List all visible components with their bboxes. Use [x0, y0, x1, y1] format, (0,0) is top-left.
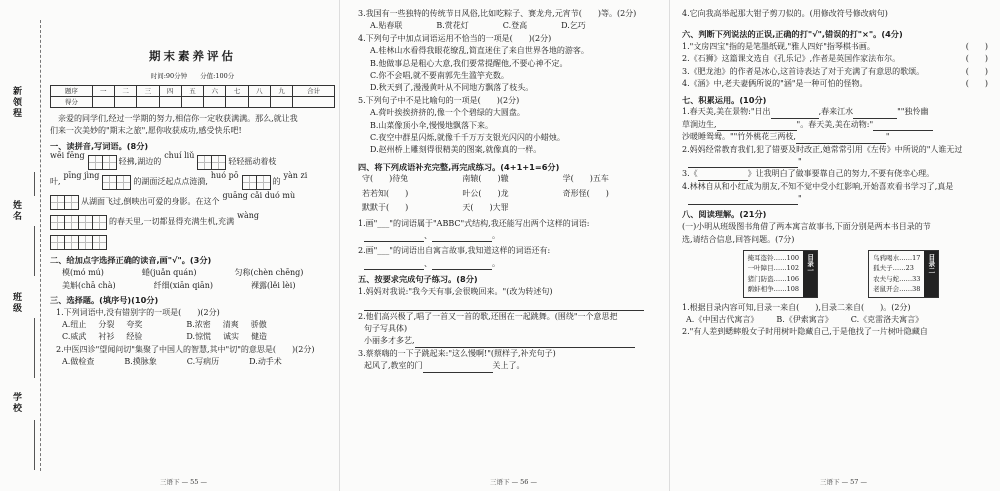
score-head-cell: 四: [159, 85, 181, 96]
q1-opt-c[interactable]: C.威武: [62, 332, 87, 342]
catalog-leader: ……: [899, 285, 913, 294]
q4-opt-b[interactable]: B.他做事总是粗心大意,我们要常提醒他,不要心神不定。: [370, 58, 568, 68]
answer-grid-guangcai[interactable]: [50, 215, 106, 230]
text-l2c: 的: [272, 177, 281, 187]
r1-opt-b[interactable]: B.《伊索寓言》: [776, 314, 833, 324]
name-line-2: [34, 226, 35, 276]
score-row-label: 得分: [51, 96, 93, 107]
idiom-item[interactable]: 默默于( ): [362, 203, 409, 213]
judge-2: [682, 53, 994, 65]
q1-opt-b-word: 清爽: [222, 320, 239, 330]
score-head-cell: 三: [137, 85, 159, 96]
q5-opt-b[interactable]: B.山菜像顶小伞,慢慢地飘落下来。: [370, 120, 493, 130]
answer-line[interactable]: [432, 262, 492, 270]
score-cell[interactable]: [248, 96, 270, 107]
catalog-entry-title: 一叶障目: [747, 264, 774, 273]
sec4-q2: 2.画"___"的词语出自寓言故事,我知道这样的词语还有:: [358, 246, 551, 256]
s1-answer-row: [358, 298, 663, 310]
f4-line-2: [682, 193, 994, 205]
section-3-title: 三、选择题。(填序号)(10分): [50, 294, 159, 305]
s3-prefix: 起风了,教室的门: [364, 361, 423, 371]
score-cell[interactable]: [226, 96, 248, 107]
answer-line[interactable]: [688, 160, 798, 168]
binding-top-label: 新领程: [11, 86, 21, 119]
page-footer-left: 三语下 — 55 —: [160, 478, 207, 486]
idiom-item[interactable]: 天( )大罪: [462, 203, 509, 213]
score-cell[interactable]: [271, 96, 293, 107]
pinyin-weifeng: wēi fēng: [50, 151, 85, 161]
idiom-item[interactable]: 学( )五车: [562, 174, 609, 184]
answer-grid-weifeng[interactable]: [88, 155, 116, 170]
s3-stem: 3.蔡蔡嗨的一下子跳起来:"这么慢啊!"(照样子,补充句子): [358, 348, 556, 358]
f1-line-1: [682, 106, 994, 118]
answer-line[interactable]: [364, 262, 424, 270]
f1-text: ,春来江水: [818, 107, 854, 117]
catalog-entry: [748, 284, 799, 294]
binding-class-label: 班级: [11, 292, 21, 314]
q3-opts: [358, 20, 663, 32]
s3-answer-row: [358, 360, 663, 372]
binding-school-label: 学校: [11, 392, 21, 414]
catalog-entry-page: 108: [786, 285, 799, 294]
sec2-item[interactable]: 裸露(lěi lèi): [250, 280, 296, 290]
judge-text: 2.《石狮》这篇课文选自《孔乐记》,作者是英国作家法布尔。: [682, 54, 901, 64]
q1-opt-b-word: 骄傲: [250, 320, 267, 330]
q2-opt-b[interactable]: B.摸脉象: [124, 357, 157, 367]
idiom-grid: [358, 173, 663, 214]
pinyin-chuiliu: chuí liǔ: [164, 151, 195, 161]
judge-answer-box[interactable]: ( ): [965, 54, 988, 64]
sec2-row-1: [50, 267, 335, 279]
section-6-title: 六、判断下列说法的正误,正确的打"√",错误的打"×"。(4分): [682, 29, 903, 40]
catalog-entry: [748, 274, 799, 284]
exam-title: 期末素养评估: [149, 49, 236, 63]
catalog-entry-page: 38: [912, 285, 921, 294]
q5-stem: 5.下列句子中不是比喻句的一项是( )(2分): [358, 95, 520, 105]
sec4-q2-blanks: 、 。: [358, 258, 663, 270]
q3-opt-a[interactable]: A.贴春联: [370, 21, 403, 31]
score-cell[interactable]: [114, 96, 136, 107]
catalog-leader: ……: [773, 285, 787, 294]
judge-3: [682, 66, 994, 78]
f1-line-2: [682, 119, 994, 131]
s1-stem: 1.妈妈对我说:"我今天有事,会很晚回来。"(改为转述句): [358, 286, 553, 296]
pinyin-yanzi: yàn zi: [283, 171, 308, 181]
q5-opt-d[interactable]: D.赵州桥上雕刻得很精美的图案,就像真的一样。: [370, 145, 542, 155]
score-head-row: [51, 85, 335, 96]
right-page: [670, 0, 1000, 491]
idiom-item[interactable]: 叶公( )龙: [462, 188, 509, 198]
catalog-two-list: [869, 251, 924, 297]
pinyin-line-3: [50, 192, 335, 212]
catalog-entry-page: 17: [912, 253, 921, 262]
catalog-entry-title: 老鼠开会: [873, 285, 900, 294]
catalog-entry: [873, 274, 920, 284]
s2-stem: 2.他们高兴极了,唱了一首又一首的歌,还围在一起跳舞。(围绕"一个意思把: [358, 311, 618, 321]
catalog-leader: ……: [773, 253, 787, 262]
answer-line[interactable]: [415, 340, 635, 348]
catalog-entry: [748, 253, 799, 263]
q4-opt-c[interactable]: C.你不会唱,就不要南郭先生滥竽充数。: [370, 70, 509, 80]
s2-stem-b: 句子写具体): [364, 324, 408, 333]
f2-line-2: [682, 156, 994, 168]
page-footer-middle: 三语下 — 56 —: [490, 478, 537, 486]
q1-opt-d-word: 诚实: [223, 332, 240, 342]
judge-answer-box[interactable]: ( ): [965, 79, 988, 89]
f1-text: ""独怜幽: [897, 107, 929, 117]
r1-stem: 1.根据目录内容可知,目录一来自( ),目录二来自( )。(2分): [682, 302, 911, 312]
pinyin-huopo: huó pō: [210, 171, 239, 181]
q1-opts-row-2: [50, 331, 335, 343]
catalog-entry-title: 农夫与蛇: [873, 274, 900, 283]
q2-opt-d[interactable]: D.动手术: [249, 357, 282, 367]
catalog-entry: [873, 253, 920, 263]
class-line: [34, 318, 35, 378]
answer-grid-chuntian[interactable]: [50, 235, 106, 250]
score-cell[interactable]: [159, 96, 181, 107]
pinyin-line-5: [50, 232, 335, 252]
r2-stem: 2."有人差到蟋蟀般女子时用树叶隐藏自己,于是他找了一片树叶隐藏自: [682, 327, 928, 337]
section-7-title: 七、积累运用。(10分): [682, 94, 767, 105]
binding-name-label: 姓名: [11, 200, 21, 222]
answer-line[interactable]: [423, 365, 493, 373]
catalog-entry-page: 100: [786, 253, 799, 262]
catalog-entry-title: 狐夫子: [873, 264, 893, 273]
score-cell[interactable]: [92, 96, 114, 107]
sec4-q1-blanks: 、 。: [358, 230, 663, 242]
q1-opt-c-word: 经验: [126, 332, 143, 342]
f2-text: ": [798, 156, 802, 166]
score-cell[interactable]: [293, 96, 335, 107]
f1-text: "。春天美,美在动物:": [796, 119, 874, 129]
read1-line-2: 选,请结合信息,回答问题。(7分): [682, 234, 795, 244]
section-5-title: 五、按要求完成句子练习。(8分): [358, 274, 478, 285]
judge-answer-box[interactable]: ( ): [965, 66, 988, 76]
score-head-cell: 八: [248, 85, 270, 96]
r1-opt-a[interactable]: A.《中国古代寓言》: [686, 314, 759, 324]
q3-opt-c[interactable]: C.登高: [502, 21, 528, 31]
catalog-entry-page: 106: [786, 274, 799, 283]
answer-line[interactable]: [698, 173, 748, 181]
read1-line-1: (一)小明从班级图书角借了两本寓言故事书,下面分别是两本书目录的节: [682, 222, 931, 232]
score-row: [51, 96, 335, 107]
spacer: [154, 319, 174, 331]
s2-answer-row: [358, 335, 663, 347]
answer-line[interactable]: [796, 136, 886, 144]
pinyin-line-4: [50, 212, 335, 232]
catalog-two-label: 目录二: [924, 251, 938, 297]
sec2-item[interactable]: 蜷(juǎn quán): [141, 268, 197, 278]
answer-grid-pingjing[interactable]: [102, 175, 130, 190]
text-l4a: 的春天里,一切都显得充满生机,充满: [109, 217, 235, 227]
f1-text: 1.春天美,美在景物:"日出: [682, 107, 771, 117]
catalog-one: [743, 250, 818, 298]
catalog-entry-title: 鸟鸦喝水: [873, 253, 900, 262]
section-1-title: 一、读拼音,写词语。(8分): [50, 140, 149, 151]
f1-line-3: [682, 131, 994, 143]
spacer: [154, 331, 174, 343]
q4-opt-a[interactable]: A.桂林山水看得我眼花缭乱,简直迷住了来自世界各地的游客。: [370, 46, 589, 56]
score-head-cell: 题序: [51, 85, 93, 96]
idiom-item[interactable]: 守( )待兔: [362, 174, 409, 184]
f3-line: [682, 168, 994, 180]
catalogs: [682, 250, 994, 298]
sec2-item[interactable]: 模(mó mú): [62, 268, 104, 278]
answer-grid-chuiliu[interactable]: [197, 155, 225, 170]
f2-line-1: 2.妈妈经常教育我们,犯了错要及时改正,她常常引用《左传》中所说的"人谁无过: [682, 144, 963, 154]
f3-text: 3.《: [682, 169, 698, 179]
catalog-entry-page: 23: [905, 264, 914, 273]
q2-stem: 2.中医四诊"望闻问切"集聚了中国人的智慧,其中"切"的意思是( )(2分): [56, 344, 315, 354]
name-line: [34, 172, 35, 196]
catalog-entry: [873, 284, 920, 294]
judge-1: [682, 41, 994, 53]
r1-opt-c[interactable]: C.《克雷洛夫寓言》: [850, 314, 924, 324]
s3-suffix: 关上了。: [492, 361, 525, 371]
catalog-entry-page: 33: [912, 274, 921, 283]
binding-strip: [0, 0, 44, 491]
score-cell[interactable]: [181, 96, 203, 107]
q5-opt-a[interactable]: A.荷叶挨挨挤挤的,像一个个碧绿的大圆盘。: [370, 108, 525, 118]
score-cell[interactable]: [204, 96, 226, 107]
q1-stem: 1.下列词语中,没有错别字的一项是( )(2分): [56, 307, 220, 317]
catalog-one-list: [744, 251, 803, 297]
section-4-title: 四、将下列成语补充完整,再完成练习。(4+1+1=6分): [358, 161, 560, 172]
f4-line-1: 4.林林自从和小红成为朋友,不知不觉中受小红影响,开始喜欢看书学习了,真是: [682, 181, 954, 191]
score-head-cell: 五: [181, 85, 203, 96]
catalog-one-label: 目录一: [803, 251, 817, 297]
school-line: [34, 420, 35, 470]
catalog-entry-title: 猪门防盗: [747, 274, 774, 283]
sec2-row-2: [50, 280, 335, 292]
q4-opt-d[interactable]: D.秋天到了,漫漫黄叶从不同地方飘落了枝头。: [370, 83, 534, 93]
section-2-title: 二、给加点字选择正确的读音,画"√"。(3分): [50, 255, 212, 266]
q1-opt-a-word: 夸奖: [126, 320, 143, 330]
idiom-item[interactable]: 奇形怪( ): [562, 188, 609, 198]
s2-prefix: 小丽多才多艺,: [364, 336, 415, 346]
catalog-entry-title: 鹬蚌相争: [747, 285, 774, 294]
text-l2b: 的湖面泛起点点涟漪,: [133, 177, 208, 187]
text-l3a: 从湖面飞过,倒映出可爱的身影。在这个: [81, 197, 220, 207]
q2-opt-a[interactable]: A.做检查: [62, 357, 95, 367]
answer-grid-huopo[interactable]: [242, 175, 270, 190]
text-l1a: 轻拂,湖边的: [118, 157, 162, 167]
q3-stem: 3.我国有一些独特的传统节日风俗,比如吃粽子、赛龙舟,元宵节( )等。(2分): [358, 9, 637, 18]
right-content: [682, 8, 994, 339]
middle-content: [358, 8, 663, 373]
catalog-leader: ……: [892, 264, 906, 273]
exam-meta: 时间:90分钟 分值:100分: [150, 71, 235, 80]
middle-page: [340, 0, 670, 491]
intro-line-1: 亲爱的同学们,经过一学期的努力,相信你一定收获满满。那么,就让我: [50, 114, 298, 123]
q1-opt-d-word: 健造: [251, 332, 268, 342]
score-table: [50, 85, 335, 108]
q1-opt-a[interactable]: A.纽止: [62, 320, 87, 330]
catalog-leader: ……: [773, 264, 787, 273]
section-8-title: 八、阅读理解。(21分): [682, 209, 767, 220]
cut-line: [40, 20, 41, 471]
s4-stem: 4.它向我高举起那大钳子剪刀似的。(用修改符号修改病句): [682, 9, 888, 18]
catalog-entry: [748, 263, 799, 273]
judge-answer-box[interactable]: ( ): [965, 42, 988, 52]
q3-opt-b[interactable]: B.赏花灯: [436, 21, 469, 31]
q1-opt-a-word: 分裂: [98, 320, 115, 330]
answer-grid-yanzi[interactable]: [50, 195, 78, 210]
score-head-cell: 一: [92, 85, 114, 96]
catalog-leader: ……: [899, 274, 913, 283]
answer-line[interactable]: [717, 123, 797, 131]
score-head-cell: 二: [114, 85, 136, 96]
q1-opt-d[interactable]: D.惊慌: [186, 332, 212, 342]
score-head-cell: 七: [226, 85, 248, 96]
catalog-entry-title: 掩耳盗铃: [747, 253, 774, 262]
f4-text: ": [798, 194, 802, 204]
q4-stem: 4.下列句子中加点词语运用不恰当的一项是( )(2分): [358, 33, 552, 43]
answer-line[interactable]: [364, 303, 644, 311]
left-content: [50, 48, 335, 369]
intro-line-2: 们来一次美妙的"期末之旅",愿你收获成功,感受快乐吧!: [50, 126, 242, 136]
score-head-cell: 六: [204, 85, 226, 96]
answer-line[interactable]: [688, 197, 798, 205]
q2-opt-c[interactable]: C.写病历: [186, 357, 220, 367]
judge-4: [682, 78, 994, 90]
q3-opt-d[interactable]: D.乞巧: [561, 21, 586, 31]
answer-line[interactable]: [873, 123, 933, 131]
f1-text: 沙暖睡鸳鸯。""竹外桃花三两枝,: [682, 132, 796, 142]
catalog-two: [868, 250, 939, 298]
catalog-entry: [873, 263, 920, 273]
score-head-cell: 合计: [293, 85, 335, 96]
catalog-entry-page: 102: [786, 264, 799, 273]
f1-text: ": [885, 132, 890, 142]
sec2-item[interactable]: 匀称(chèn chēng): [234, 268, 304, 278]
text-l2a: 叶,: [50, 177, 61, 187]
f3-text: 》让我明白了做事要靠自己的努力,不要有侥幸心理。: [747, 169, 935, 179]
sec4-q1: 1.画"___"的词语属于"ABBC"式结构,我还能写出两个这样的词语:: [358, 218, 590, 228]
page-footer-right: 三语下 — 57 —: [820, 478, 867, 486]
q5-opt-c[interactable]: C.夜空中群星闪烁,就像千千万万支银光闪闪的小蜡烛。: [370, 132, 565, 142]
judge-text: 3.《肥龙池》的作者是冰心,这首诗表达了对于充满了有意思的歌颂。: [682, 66, 925, 76]
sec2-item[interactable]: 美斛(chā chà): [62, 280, 116, 290]
score-head-cell: 九: [271, 85, 293, 96]
answer-line[interactable]: [771, 111, 819, 119]
idiom-item[interactable]: 南辕( )辙: [462, 174, 509, 184]
score-cell[interactable]: [137, 96, 159, 107]
idiom-item[interactable]: 若若知( ): [362, 188, 409, 198]
judge-text: 1."文房四宝"指的是笔墨纸砚,"雅人四好"指琴棋书画。: [682, 42, 875, 52]
catalog-leader: ……: [773, 274, 787, 283]
answer-line[interactable]: [853, 111, 897, 119]
r1-opts: [682, 314, 994, 326]
left-page: [0, 0, 340, 491]
q2-opts: [50, 356, 335, 368]
answer-line[interactable]: [364, 234, 424, 242]
q1-opt-b[interactable]: B.浓密: [186, 320, 211, 330]
catalog-leader: ……: [899, 253, 913, 262]
pinyin-wang: wàng: [237, 211, 259, 221]
pinyin-pingjing: pīng jìng: [63, 171, 100, 181]
answer-line[interactable]: [432, 234, 492, 242]
pinyin-guangcai: guāng cǎi duó mù: [222, 191, 296, 201]
q1-opts-row-1: [50, 319, 335, 331]
q1-opt-c-word: 衬衫: [98, 332, 115, 342]
sec2-item[interactable]: 纤细(xiān qiān): [153, 280, 213, 290]
text-l1b: 轻轻摇动着枝: [228, 157, 277, 167]
judge-text: 4.《涵》中,老夫妻俩所说的"涵"是一种可怕的怪物。: [682, 79, 868, 89]
f1-text: 草涧边生,: [682, 119, 717, 129]
